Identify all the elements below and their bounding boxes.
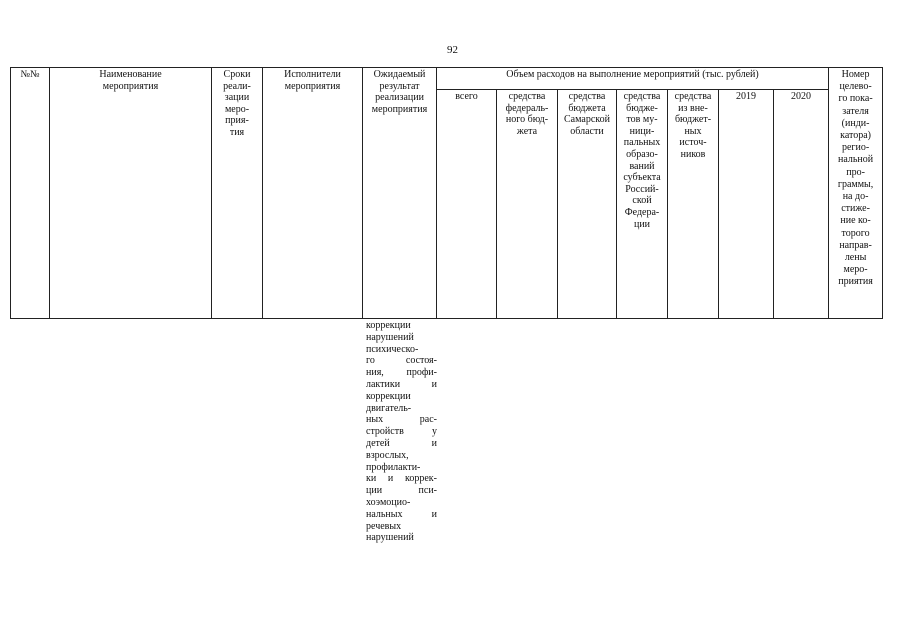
expenses-table	[10, 67, 883, 319]
header-total: всего	[437, 90, 497, 319]
header-federal-budget: средства федераль- ного бюд- жета	[497, 90, 558, 319]
page-number: 92	[447, 44, 458, 56]
header-regional-budget: средства бюджета Самарской области	[558, 90, 617, 319]
header-year-2019: 2019	[719, 90, 774, 319]
header-expected-result: Ожидаемый результат реализации мероприятия	[363, 68, 437, 319]
header-executors: Исполнители мероприятия	[263, 68, 363, 319]
header-number: №№	[11, 68, 50, 319]
header-extrabudgetary: средства из вне- бюджет- ных источ- ников	[668, 90, 719, 319]
header-expense-volume: Объем расходов на выполнение мероприятий (тыс. рублей)	[437, 68, 829, 90]
header-year-2020: 2020	[774, 90, 829, 319]
header-municipal-budgets: средства бюдже- тов му- ници- пальных образо- ваний субъекта Россий- ской Федера- ции	[617, 90, 668, 319]
header-terms: Сроки реали- зации меро- прия- тия	[212, 68, 263, 319]
header-name: Наименование мероприятия	[50, 68, 212, 319]
continuation-text: коррекции нарушений психическо- го состоя- ния, профи- лактики и коррекции двигатель- ных рас- стройств у детей и взрослых, профилакти- ки и коррек- ции пси- хоэмоцио- нальных и речевых нарушений	[366, 320, 437, 544]
header-indicator-number: Номер целево- го пока- зателя (инди- катора) регио- нальной про- граммы, на до- стиже- ние ко- торого направ- лены меро- приятия	[829, 68, 883, 319]
